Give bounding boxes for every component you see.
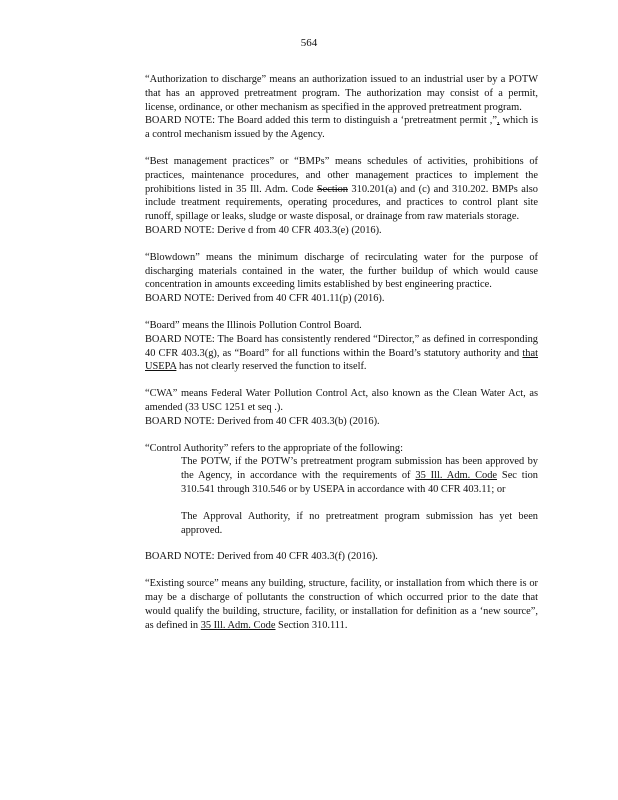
- board-note: BOARD NOTE: Derived from 40 CFR 403.3(f) (2016).: [145, 551, 378, 563]
- definition-text: “CWA” means Federal Water Pollution Control Act, also known as the Clean Water Act, as amended (33 USC 1251 et seq .).: [145, 388, 538, 413]
- definition-text: “Board” means the Illinois Pollution Control Board.: [145, 319, 362, 331]
- sub-item-approval-authority: The Approval Authority, if no pretreatment program submission has yet been approved.: [181, 510, 538, 536]
- board-note: BOARD NOTE: Derived from 40 CFR 403.3(b) (2016).: [145, 415, 380, 427]
- definition-cwa: [145, 387, 538, 428]
- definition-board: [145, 319, 538, 374]
- definition-text: [145, 155, 538, 224]
- definition-text-part: Section 310.111.: [275, 619, 348, 631]
- definition-best-management-practices: [145, 155, 538, 238]
- definition-lead: “Control Authority” refers to the appropriate of the following:: [145, 442, 403, 454]
- board-note-text: which is a control mechanism issued by the Agency.: [145, 115, 538, 141]
- underlined-text: 35 Ill. Adm. Code: [415, 470, 498, 482]
- definition-text: [145, 577, 538, 632]
- definition-text: “Authorization to discharge” means an authorization issued to an industrial user by a POTW that has an approved pretreatment program. The authorization may consist of a permit, license, ordinance, or other mechanism as specified in the approved pretreatment program.: [145, 74, 538, 113]
- definitions-body: [145, 73, 538, 645]
- definition-existing-source: [145, 577, 538, 632]
- board-note: [145, 333, 538, 374]
- underlined-text: g: [208, 347, 214, 359]
- underlined-text: that USEPA: [145, 347, 538, 373]
- board-note-text: has not clearly reserved the function to itself.: [176, 361, 367, 373]
- board-note: BOARD NOTE: Derive d from 40 CFR 403.3(e) (2016).: [145, 224, 382, 236]
- sub-item-potw: [181, 455, 538, 496]
- sub-item-text: The POTW, if the POTW’s pretreatment program submission has been approved by the Agency, in accordance with the requirements of: [181, 456, 538, 482]
- definition-text: “Blowdown” means the minimum discharge of recirculating water for the purpose of discharging materials contained in the water, the further buildup of which would cause concentration in amounts exceeding limits established by best engineering practice.: [145, 251, 538, 291]
- definition-blowdown: [145, 251, 538, 306]
- definition-text-part: 310.201(a) and (c) and 310.202. BMPs also include treatment requirements, operating procedures, and practices to control plant site runoff, spillage or leaks, sludge or waste disposal, or drainage from raw materials storage.: [145, 183, 538, 223]
- board-note-text: ), as “Board” for all functions within the Board’s statutory authority and: [213, 347, 523, 359]
- sub-items: [145, 455, 538, 537]
- page-number: 564: [300, 37, 318, 49]
- board-note-text: BOARD NOTE: The Board added this term to distinguish a ‘pretreatment permit ,”: [145, 115, 498, 127]
- struck-text: Section: [316, 183, 348, 195]
- board-note: BOARD NOTE: Derived from 40 CFR 401.11(p) (2016).: [145, 293, 385, 305]
- sub-item-text: Sec tion 310.541 through 310.546 or by USEPA in accordance with 40 CFR 403.11; or: [181, 470, 538, 495]
- definition-authorization-to-discharge: [145, 73, 538, 142]
- board-note: [145, 114, 538, 142]
- definition-text-part: “Existing source” means any building, structure, facility, or installation from which there is or may be a discharge of pollutants the construction of which occurred prior to the date that would qualify the building, structure, facility, or installation for definition as a ‘new source”, as defined in: [145, 578, 538, 631]
- board-note-text: BOARD NOTE: The Board has consistently rendered “Director,” as defined in corresponding 40 CFR 403.3(: [145, 333, 538, 359]
- underlined-text: 35 Ill. Adm. Code: [200, 619, 276, 631]
- definition-control-authority: [145, 442, 538, 565]
- underlined-mark: ,: [497, 115, 500, 127]
- definition-text-part: “Best management practices” or “BMPs” means schedules of activities, prohibitions of practices, maintenance procedures, and other management practices to implement the prohibitions listed in 35 Ill. Adm. Code: [145, 155, 538, 195]
